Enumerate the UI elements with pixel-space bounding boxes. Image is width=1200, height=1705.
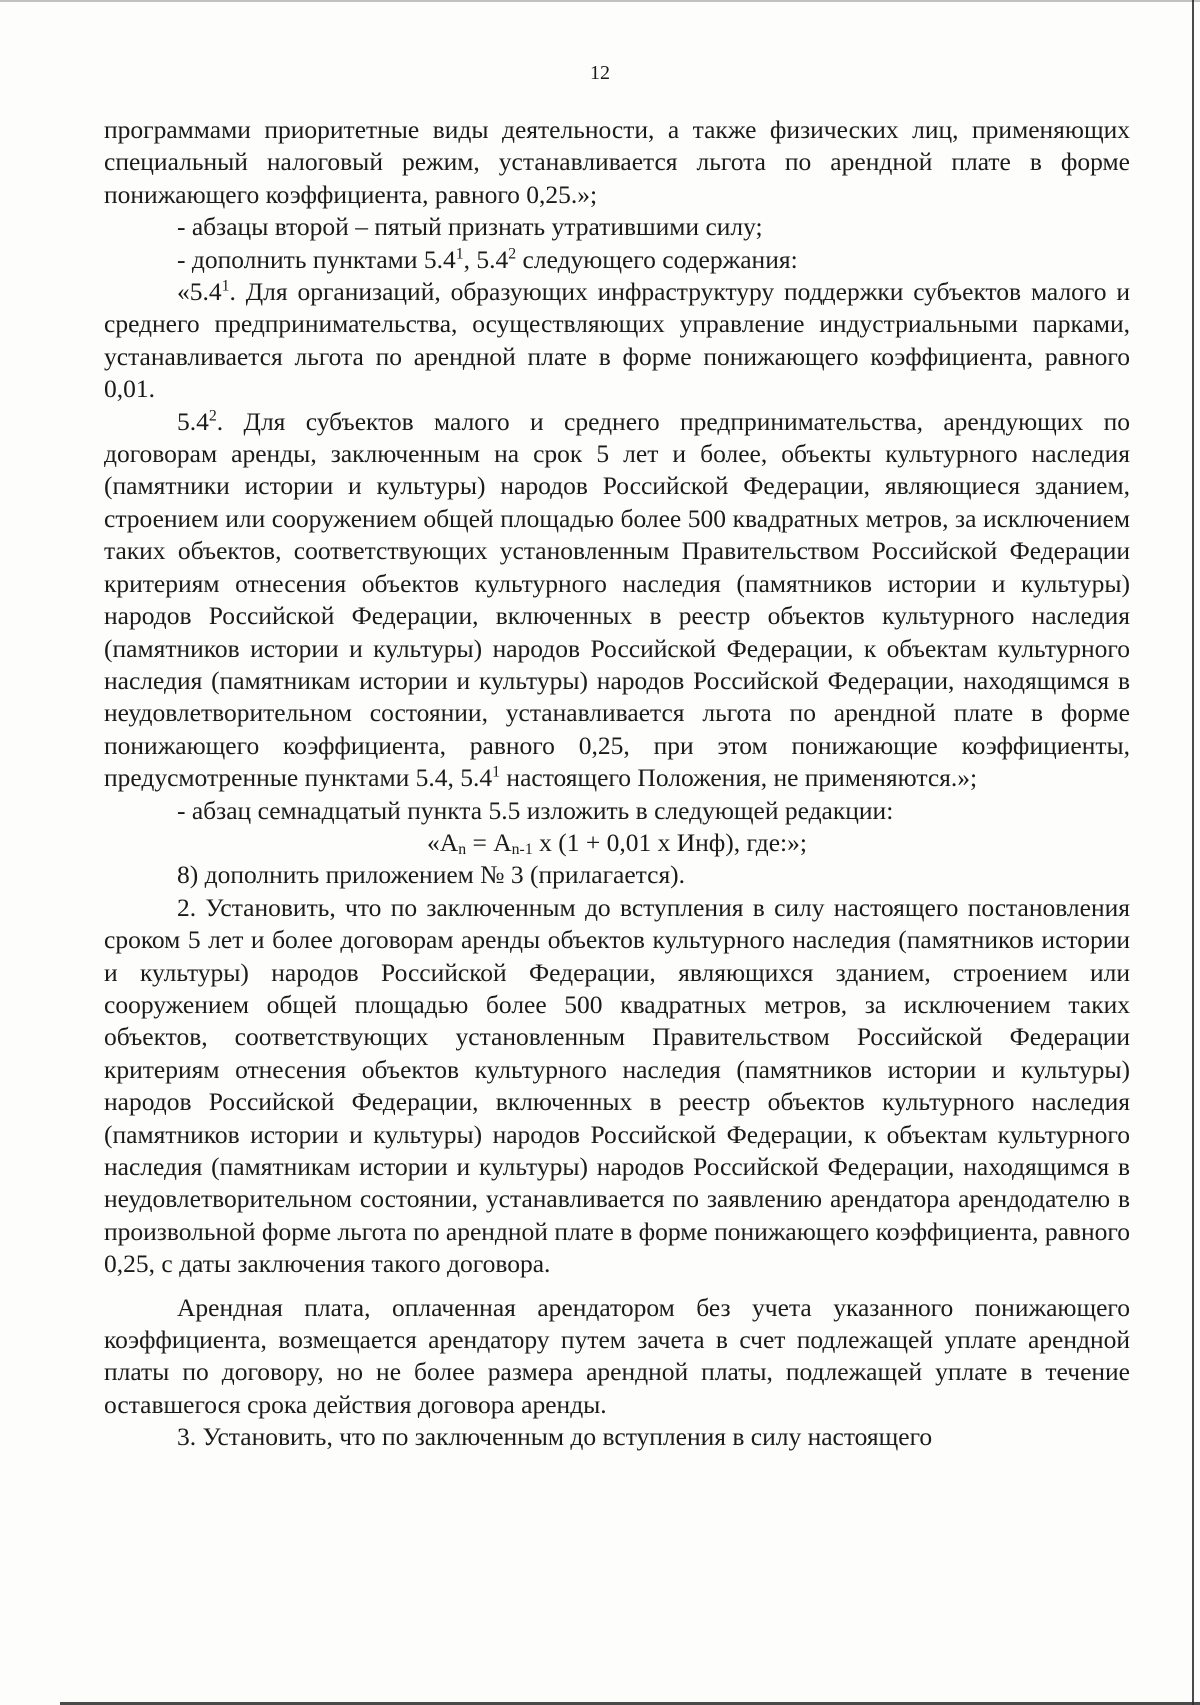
paragraph-5-4-1 <box>104 276 1130 406</box>
page-right-edge <box>1192 0 1194 1705</box>
text-fragment: «5.4 <box>177 277 222 307</box>
document-body <box>104 114 1130 1454</box>
page-number: 12 <box>590 62 610 84</box>
subscript: n-1 <box>511 841 533 859</box>
superscript: 1 <box>221 277 230 295</box>
text-fragment: «А <box>427 827 459 857</box>
page-top-edge <box>0 0 1200 2</box>
superscript: 2 <box>208 407 217 425</box>
text-fragment: следующего содержания: <box>516 244 798 274</box>
paragraph-arendnaya-plata: Арендная плата, оплаченная арендатором без учета указанного понижающего коэффициента, возмещается арендатору путем зачета в счет подлежащей уплате арендной платы по договору, но не более размера арендной платы, подлежащей уплате в течение оставшегося срока действия договора аренды. <box>104 1292 1130 1419</box>
superscript: 1 <box>455 245 464 263</box>
text-fragment: . Для организаций, образующих инфраструктуру поддержки субъектов малого и среднего предпринимательства, осуществляющих управление индустриальными парками, устанавливается льгота по арендной плате в форме понижающего коэффициента, равного 0,01. <box>104 277 1130 404</box>
text-fragment: = А <box>466 827 512 857</box>
superscript: 2 <box>508 245 517 263</box>
paragraph-point-3: 3. Установить, что по заключенным до вступления в силу настоящего <box>177 1422 933 1452</box>
paragraph-5-4-2 <box>104 406 1130 795</box>
paragraph-abzatsy: - абзацы второй – пятый признать утратившими силу; <box>177 212 763 242</box>
text-fragment: настоящего Положения, не применяются.»; <box>500 763 978 793</box>
paragraph-continuation: программами приоритетные виды деятельности, а также физических лиц, применяющих специальный налоговый режим, устанавливается льгота по арендной плате в форме понижающего коэффициента, равного 0,25.»; <box>104 115 1130 209</box>
paragraph-abzats-17: - абзац семнадцатый пункта 5.5 изложить в следующей редакции: <box>177 795 894 825</box>
text-fragment: - дополнить пунктами 5.4 <box>177 244 456 274</box>
text-fragment: 5.4 <box>177 406 209 436</box>
superscript: 1 <box>492 763 501 781</box>
subscript: n <box>458 841 467 859</box>
paragraph-dopolnit <box>104 244 1130 276</box>
text-fragment: х (1 + 0,01 х Инф), где:»; <box>532 827 807 857</box>
paragraph-item-8: 8) дополнить приложением № 3 (прилагается). <box>177 860 686 890</box>
text-fragment: . Для субъектов малого и среднего предпринимательства, арендующих по договорам аренды, заключенным на срок 5 лет и более, объекты культурного наследия (памятники истории и культуры) народов Российской Федерации, являющиеся зданием, строением или сооружением общей площадью более 500 квадратных метров, за исключением таких объектов, соответствующих установленным Правительством Российской Федерации критериям отнесения объектов культурного наследия (памятников истории и культуры) народов Российской Федерации, включенных в реестр объектов культурного наследия (памятников истории и культуры) народов Российской Федерации, к объектам культурного наследия (памятникам истории и культуры) народов Российской Федерации, находящимся в неудовлетворительном состоянии, устанавливается льгота по арендной плате в форме понижающего коэффициента, равного 0,25, при этом понижающие коэффициенты, предусмотренные пунктами 5.4, 5.4 <box>104 406 1130 793</box>
text-fragment: , 5.4 <box>463 244 509 274</box>
paragraph-point-2: 2. Установить, что по заключенным до вступления в силу настоящего постановления сроком 5 лет и более договорам аренды объектов культурного наследия (памятников истории и культуры) народов Российской Федерации, являющихся зданием, строением или сооружением общей площадью более 500 квадратных метров, за исключением таких объектов, соответствующих установленным Правительством Российской Федерации критериям отнесения объектов культурного наследия (памятников истории и культуры) народов Российской Федерации, включенных в реестр объектов культурного наследия (памятников истории и культуры) народов Российской Федерации, к объектам культурного наследия (памятникам истории и культуры) народов Российской Федерации, находящимся в неудовлетворительном состоянии, устанавливается по заявлению арендатора арендодателю в произвольной форме льгота по арендной плате в форме понижающего коэффициента, равного 0,25, с даты заключения такого договора. <box>104 892 1131 1279</box>
formula <box>104 827 1130 859</box>
